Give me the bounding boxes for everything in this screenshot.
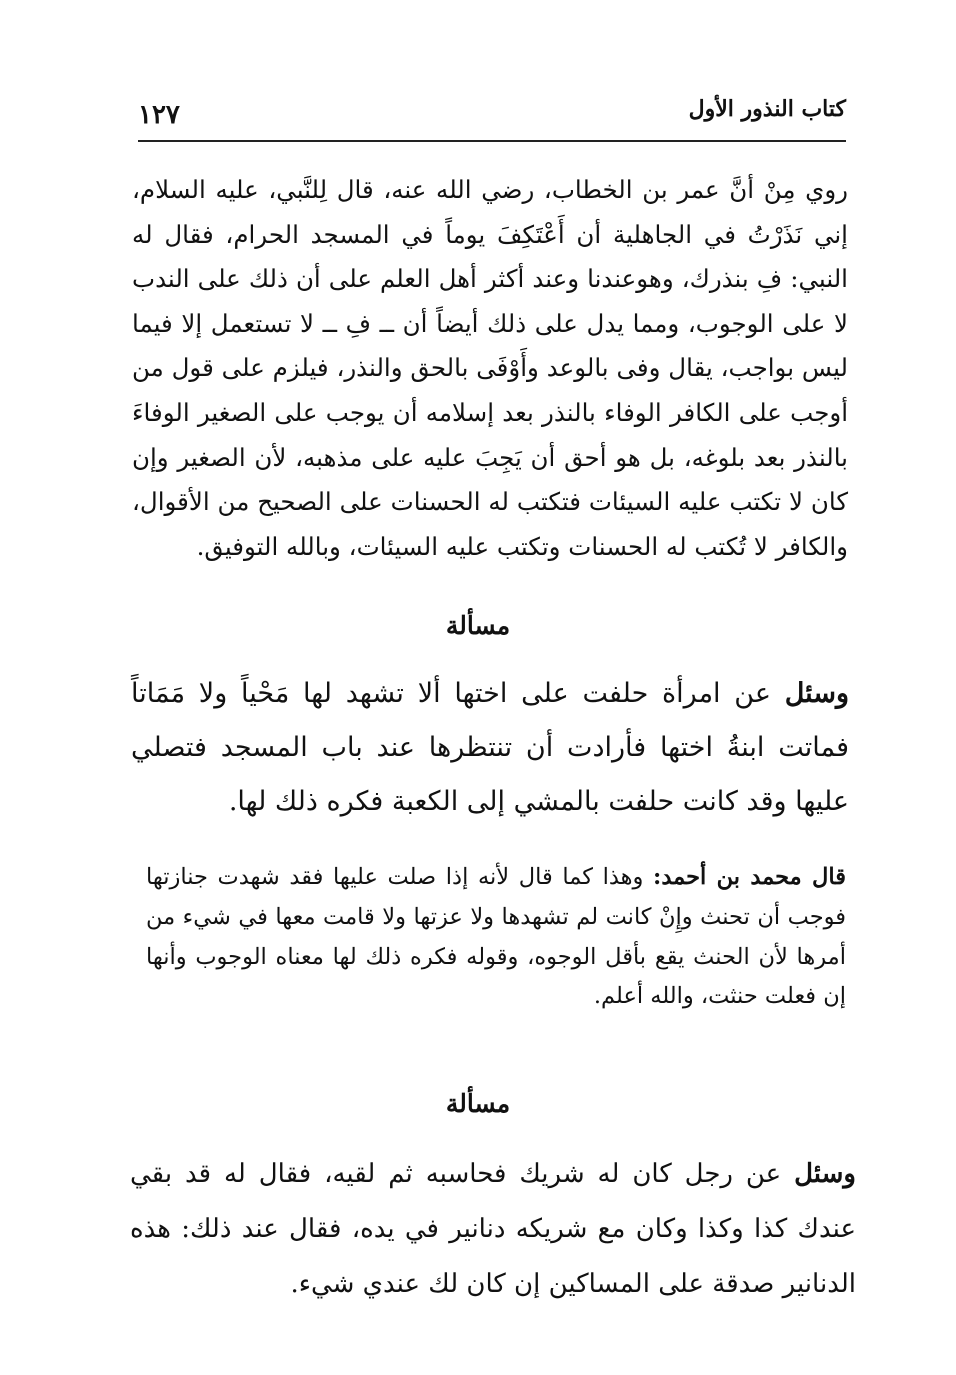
section-heading-2: مسألة xyxy=(445,1089,511,1118)
running-title: كتاب النذور الأول xyxy=(688,96,846,122)
question-text-1: عن امرأة حلفت على اختها ألا تشهد لها مَحْياً ولا مَمَاتاً فماتت ابنةُ اختها فأرادت أن تنتظرها عند باب المسجد فتصلي عليها وقد كانت حلفت بالمشي إلى الكعبة فكره ذلك لها. xyxy=(131,678,849,817)
answer-paragraph-1 xyxy=(146,858,846,1017)
page-number: ١٢٧ xyxy=(138,100,180,130)
intro-paragraph: روي مِنْ أنَّ عمر بن الخطاب، رضي الله عنه، قال لِلنَّبي، عليه السلام، إني نَذَرْتُ في الجاهلية أن أَعْتَكِفَ يوماً في المسجد الحرام، فقال له النبي: فِ بنذرك، وهوعندنا وعند أكثر أهل العلم على أن ذلك على الندب لا على الوجوب، ومما يدل على ذلك أيضاً أن ــ فِ ــ لا تستعمل إلا فيما ليس بواجب، يقال وفى بالوعد وأَوْفَى بالحق والنذر، فيلزم على قول من أوجب على الكافر الوفاء بالنذر بعد إسلامه أن يوجب على الصغير الوفاءَ بالنذر بعد بلوغه، بل هو أحق أن يَجِبَ عليه على مذهبه، لأن الصغير وإن كان لا تكتب عليه السيئات فتكتب له الحسنات على الصحيح من الأقوال، والكافر لا تُكتب له الحسنات وتكتب عليه السيئات، وبالله التوفيق. xyxy=(132,175,848,561)
question-text-2: عن رجل كان له شريك فحاسبه ثم لقيه، فقال له قد بقي عندك كذا وكذا وكان مع شريكه دنانير في يده، فقال عند ذلك: هذه الدنانير صدقة على المساكين إن كان لك عندي شيء. xyxy=(130,1159,856,1299)
question-lead-2: وسئل xyxy=(794,1159,856,1189)
section-heading-1: مسألة xyxy=(445,611,511,640)
answer-text-1: وهذا كما قال لأنه إذا صلت عليها فقد شهدت جنازتها فوجب أن تحنث وإِنْ كانت لم تشهدها ولا عزتها ولا قامت معها في شيء من أمرها لأن الحنث يقع بأقل الوجوه، وقوله فكره ذلك لها معناه الوجوب وأنها إن فعلت حنثت، والله أعلم. xyxy=(146,864,846,1010)
question-paragraph-1 xyxy=(131,667,849,829)
question-paragraph-2 xyxy=(130,1147,856,1312)
question-lead-1: وسئل xyxy=(784,678,849,709)
page-header xyxy=(138,90,846,142)
answer-lead-1: قال محمد بن أحمد: xyxy=(653,864,847,890)
